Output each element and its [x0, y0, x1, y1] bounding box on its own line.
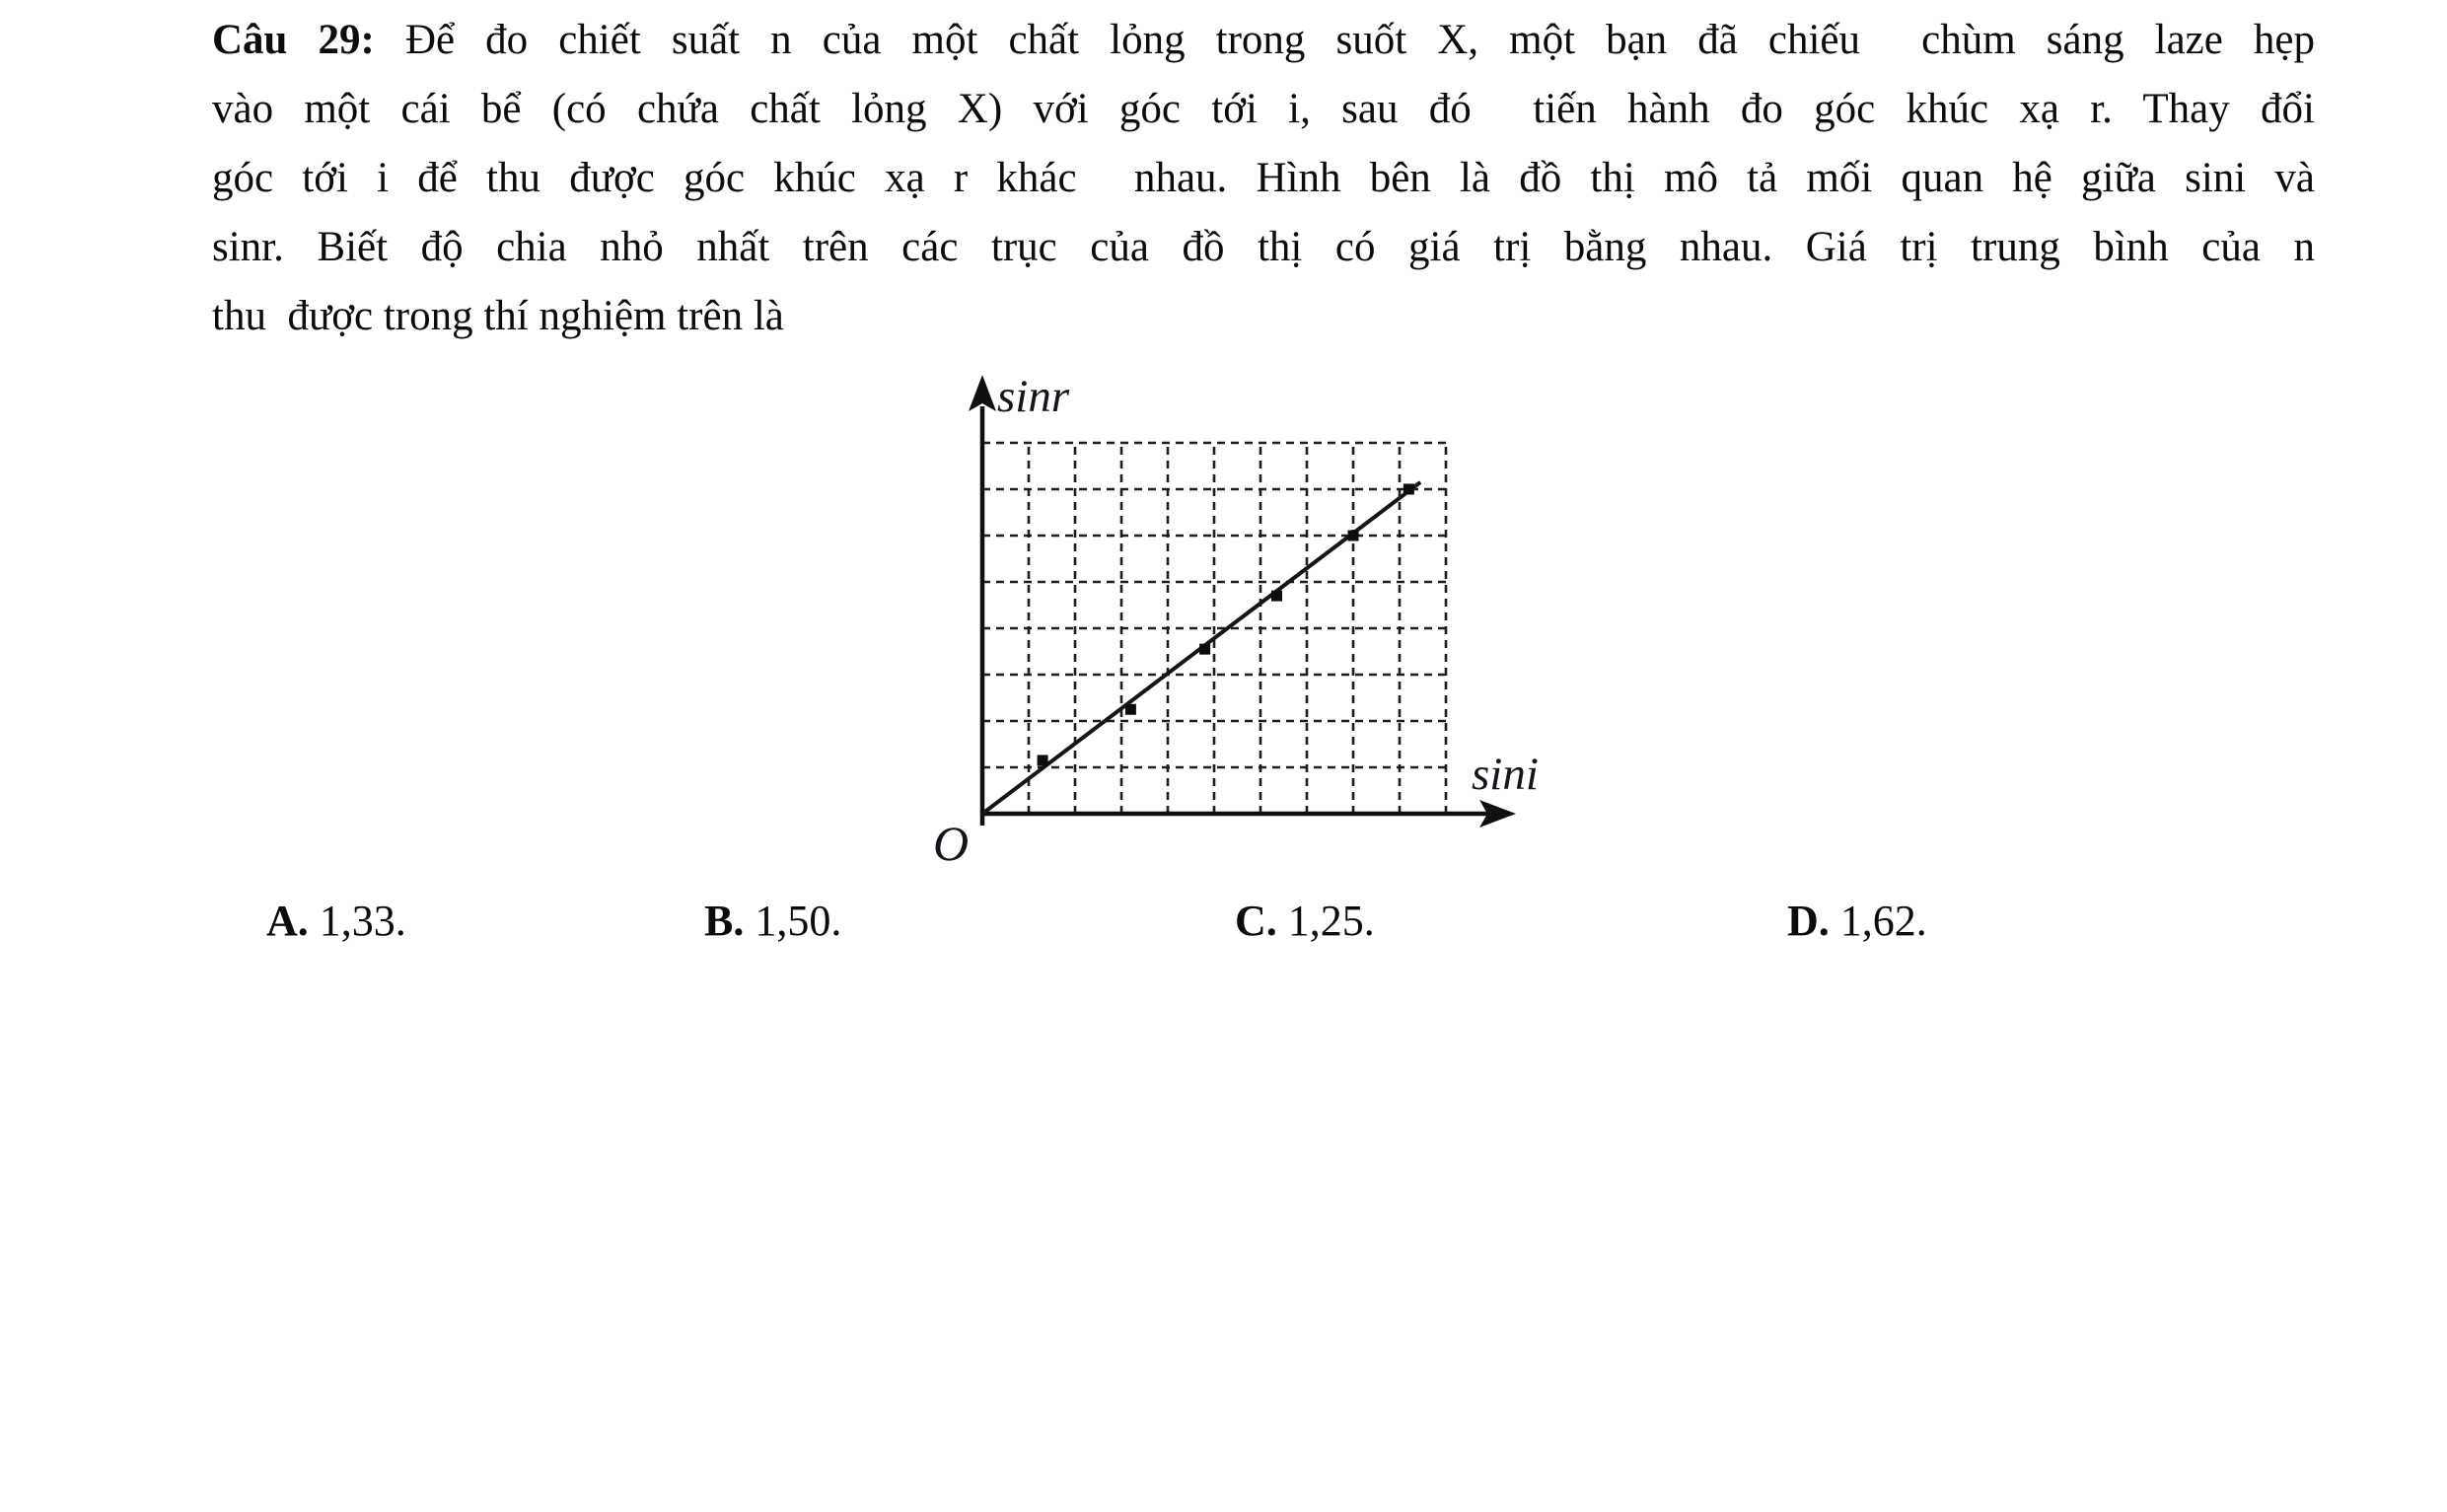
question-line-1 — [212, 6, 2315, 75]
option-b-value: 1,50. — [755, 897, 842, 945]
question-text — [212, 6, 2315, 351]
graph-geometry — [969, 375, 1516, 828]
option-d-value: 1,62. — [1839, 897, 1927, 945]
option-c — [1235, 896, 1375, 947]
y-axis-label: sinr — [997, 371, 1070, 422]
refraction-graph — [925, 353, 1578, 868]
question-line-2: vào một cái bể (có chứa chất lỏng X) với góc tới i, sau đó tiến hành đo góc khúc xạ r. Thay đổi — [212, 86, 2315, 132]
option-a-label: A. — [266, 897, 309, 945]
option-a-value: 1,33. — [319, 897, 406, 945]
question-line-1-text: Để đo chiết suất n của một chất lỏng trong suốt X, một bạn đã chiếu chùm sáng laze hẹp — [404, 17, 2315, 63]
option-b — [704, 896, 841, 947]
answer-options — [0, 896, 2447, 955]
question-line-3: góc tới i để thu được góc khúc xạ r khác nhau. Hình bên là đồ thị mô tả mối quan hệ giữa sini và — [212, 155, 2315, 201]
question-number: Câu 29: — [212, 17, 375, 63]
option-c-value: 1,25. — [1287, 897, 1375, 945]
option-d — [1787, 896, 1927, 947]
question-line-5: thu được trong thí nghiệm trên là — [212, 293, 784, 339]
question-line-4: sinr. Biết độ chia nhỏ nhất trên các trục của đồ thị có giá trị bằng nhau. Giá trị trung bình của n — [212, 224, 2315, 270]
x-axis-label: sini — [1472, 749, 1539, 800]
option-b-label: B. — [704, 897, 745, 945]
origin-label: O — [933, 816, 970, 868]
option-c-label: C. — [1235, 897, 1277, 945]
option-d-label: D. — [1787, 897, 1830, 945]
option-a — [266, 896, 406, 947]
